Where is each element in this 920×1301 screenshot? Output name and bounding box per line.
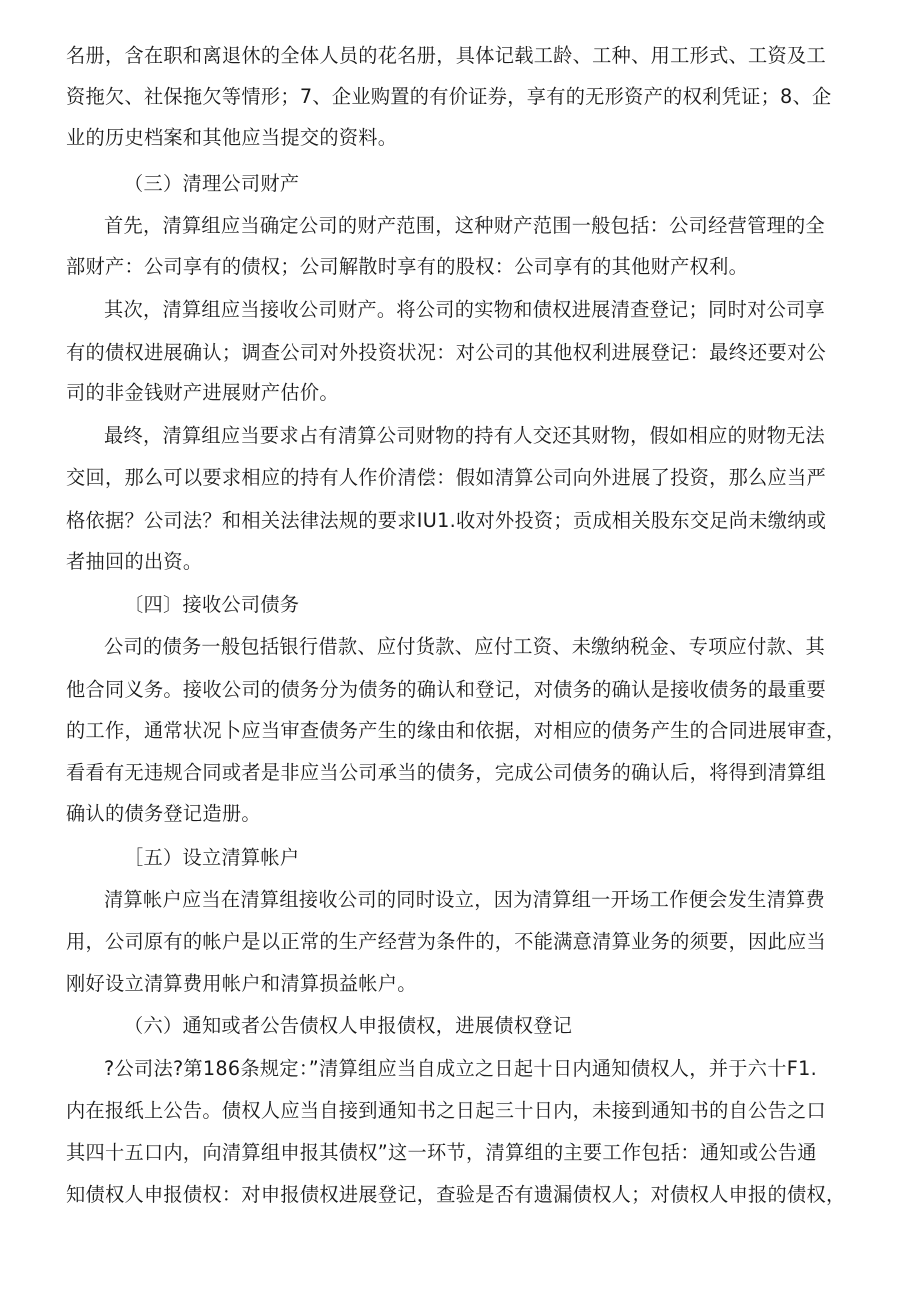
text-line: 有的债权进展确认；调查公司对外投资状况：对公司的其他权利进展登记：最终还要对公 [66,341,827,364]
paragraph-first-line: 首先，清算组应当确定公司的财产范围，这种财产范围一般包括：公司经营管理的全 [104,214,826,237]
text-line: 刚好设立清算费用帐户和清算损益帐户。 [66,972,417,995]
text-line: 司的非金钱财产进展财产估价。 [66,381,339,404]
paragraph-first-line: 其次，清算组应当接收公司财产。将公司的实物和债权进展清查登记；同时对公司享 [104,298,826,321]
text-line: 其四十五口内，向清算组申报其债权”这一环节，清算组的主要工作包括：通知或公告通 [66,1141,817,1164]
paragraph-first-line: 公司的债务一般包括银行借款、应付货款、应付工资、未缴纳税金、专项应付款、其 [104,635,826,658]
text-line: 格依据？公司法？和相关法律法规的要求IU1.收对外投资；贡成相关股东交足尚未缴纳或 [66,509,827,532]
text-line: 内在报纸上公告。债权人应当自接到通知书之日起三十日内，未接到通知书的自公告之口 [66,1099,827,1122]
paragraph-first-line: 清算帐户应当在清算组接收公司的同时设立，因为清算组一开场工作便会发生清算费 [104,888,826,911]
paragraph-first-line: 最终，清算组应当要求占有清算公司财物的持有人交还其财物，假如相应的财物无法 [104,424,826,447]
text-line: 交回，那么可以要求相应的持有人作价清偿：假如清算公司向外进展了投资，那么应当严 [66,466,827,489]
text-line: 部财产：公司享有的债权；公司解散时享有的股权：公司享有的其他财产权利。 [66,255,749,278]
section-heading-6: （六）通知或者公告债权人申报债权，进展债权登记 [124,1014,573,1037]
section-heading-4: 〔四〕接收公司债务 [124,593,300,616]
section-heading-3: （三）清理公司财产 [124,172,300,195]
text-line: 知债权人申报债权：对申报债权进展登记，查验是否有遗漏债权人；对债权人申报的债权， [66,1183,846,1206]
text-line: 确认的债务登记造册。 [66,802,261,825]
text-line: 的工作，通常状况卜应当审查债务产生的缘由和依据，对相应的债务产生的合同进展审查， [66,719,846,742]
section-heading-5: ［五）设立清算帐户 [124,846,300,869]
text-line: 名册，含在职和离退休的全体人员的花名册，具体记载工龄、工种、用工形式、工资及工 [66,44,827,67]
text-line: 业的历史档案和其他应当提交的资料。 [66,126,398,149]
paragraph-first-line: ?公司法?第186条规定：”清算组应当自成立之日起十日内通知债权人，并于六十F1. [104,1057,817,1080]
text-line: 用，公司原有的帐户是以正常的生产经营为条件的，不能满意清算业务的须要，因此应当 [66,930,827,953]
text-line: 看看有无违规合同或者是非应当公司承当的债务，完成公司债务的确认后，将得到清算组 [66,761,827,784]
text-line: 资拖欠、社保拖欠等情形；7、企业购置的有价证券，享有的无形资产的权利凭证；8、企 [66,85,832,108]
text-line: 他合同义务。接收公司的债务分为债务的确认和登记，对债务的确认是接收债务的最重要 [66,678,827,701]
text-line: 者抽回的出资。 [66,550,203,573]
